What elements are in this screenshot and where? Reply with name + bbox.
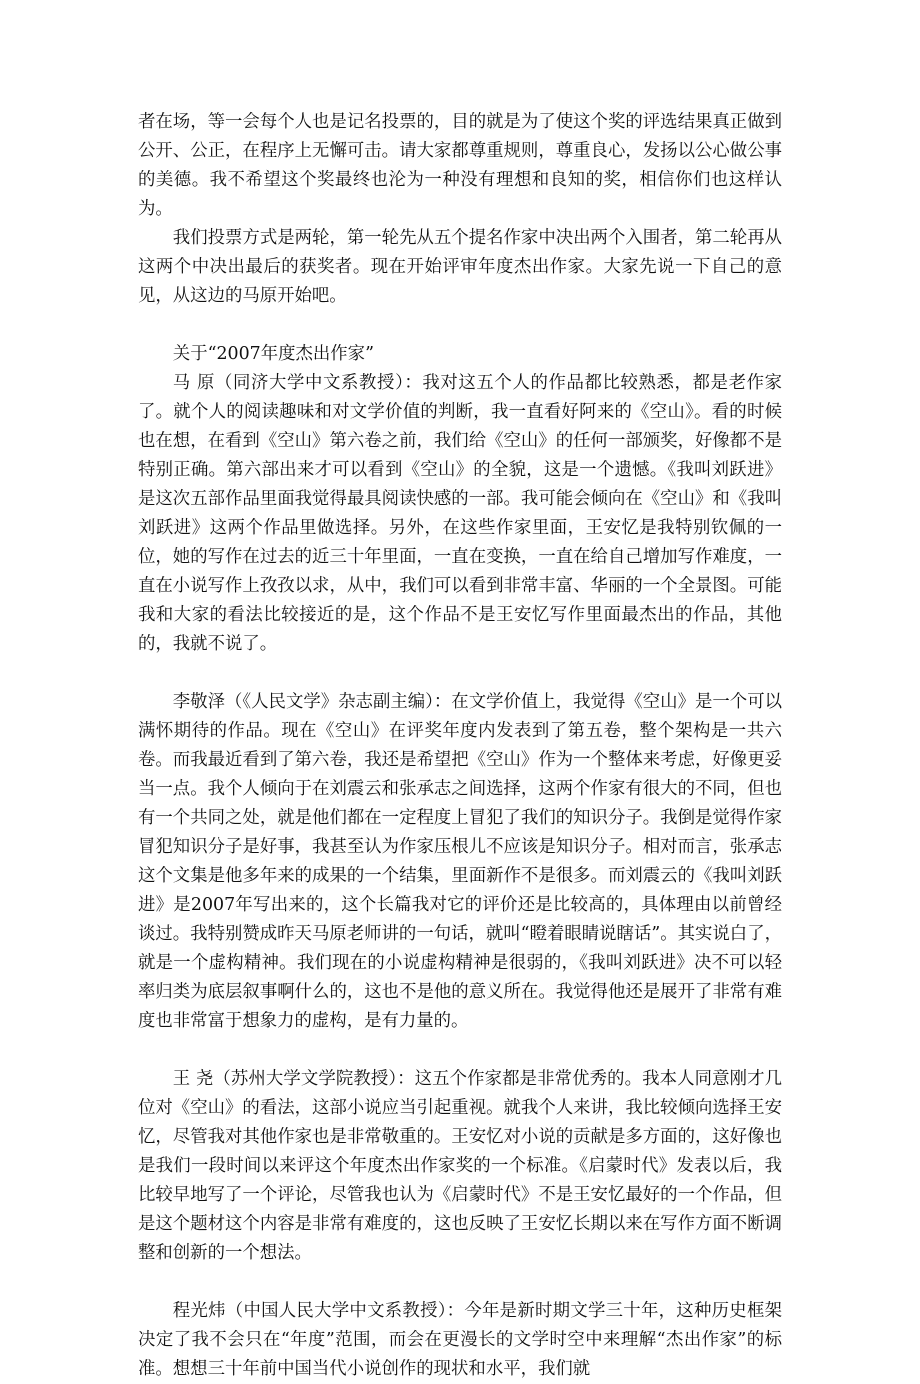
speech-li-jingze: 李敬泽（《人民文学》杂志副主编）：在文学价值上，我觉得《空山》是一个可以满怀期待的作品。现在《空山》在评奖年度内发表到了第五卷，整个架构是一共六卷。而我最近看到了第六卷，我还是希望把《空山》作为一个整体来考虑，好像更妥当一点。我个人倾向于在刘震云和张承志之间选择，这两个作家有很大的不同，但也有一个共同之处，就是他们都在一定程度上冒犯了我们的知识分子。我倒是觉得作家冒犯知识分子是好事，我甚至认为作家压根儿不应该是知识分子。相对而言，张承志这个文集是他多年来的成果的一个结集，里面新作不是很多。而刘震云的《我叫刘跃进》是2007年写出来的，这个长篇我对它的评价还是比较高的，具体理由以前曾经谈过。我特别赞成昨天马原老师讲的一句话，就叫“瞪着眼睛说瞎话”。其实说白了，就是一个虚构精神。我们现在的小说虚构精神是很弱的，《我叫刘跃进》决不可以轻率归类为底层叙事啊什么的，这也不是他的意义所在。我觉得他还是展开了非常有难度也非常富于想象力的虚构，是有力量的。 xyxy=(138,692,782,1031)
document-page xyxy=(138,108,782,1384)
speech-ma-yuan: 马 原（同济大学中文系教授）：我对这五个人的作品都比较熟悉，都是老作家了。就个人的阅读趣味和对文学价值的判断，我一直看好阿来的《空山》。看的时候也在想，在看到《空山》第六卷之前，我们给《空山》的任何一部颁奖，好像都不是特别正确。第六部出来才可以看到《空山》的全貌，这是一个遗憾。《我叫刘跃进》是这次五部作品里面我觉得最具阅读快感的一部。我可能会倾向在《空山》和《我叫刘跃进》这两个作品里做选择。另外，在这些作家里面，王安忆是我特别钦佩的一位，她的写作在过去的近三十年里面，一直在变换，一直在给自己增加写作难度，一直在小说写作上孜孜以求，从中，我们可以看到非常丰富、华丽的一个全景图。可能我和大家的看法比较接近的是，这个作品不是王安忆写作里面最杰出的作品，其他的，我就不说了。 xyxy=(138,373,782,654)
intro-paragraph-1: 者在场，等一会每个人也是记名投票的，目的就是为了使这个奖的评选结果真正做到公开、公正，在程序上无懈可击。请大家都尊重规则，尊重良心，发扬以公心做公事的美德。我不希望这个奖最终也沦为一种没有理想和良知的奖，相信你们也这样认为。 xyxy=(138,112,782,219)
paragraph-gap xyxy=(138,659,782,688)
speech-cheng-guangwei: 程光炜（中国人民大学中文系教授）：今年是新时期文学三十年，这种历史框架决定了我不会只在“年度”范围，而会在更漫长的文学时空中来理解“杰出作家”的标准。想想三十年前中国当代小说创作的现状和水平，我们就 xyxy=(138,1301,782,1379)
paragraph-gap xyxy=(138,1268,782,1297)
intro-paragraph-2: 我们投票方式是两轮，第一轮先从五个提名作家中决出两个入围者，第二轮再从这两个中决出最后的获奖者。现在开始评审年度杰出作家。大家先说一下自己的意见，从这边的马原开始吧。 xyxy=(138,228,782,306)
paragraph-gap xyxy=(138,1036,782,1065)
speech-wang-yao: 王 尧（苏州大学文学院教授）：这五个作家都是非常优秀的。我本人同意刚才几位对《空山》的看法，这部小说应当引起重视。就我个人来讲，我比较倾向选择王安忆，尽管我对其他作家也是非常敬重的。王安忆对小说的贡献是多方面的，这好像也是我们一段时间以来评这个年度杰出作家奖的一个标准。《启蒙时代》发表以后，我比较早地写了一个评论，尽管我也认为《启蒙时代》不是王安忆最好的一个作品，但是这个题材这个内容是非常有难度的，这也反映了王安忆长期以来在写作方面不断调整和创新的一个想法。 xyxy=(138,1069,782,1263)
section-heading: 关于“2007年度杰出作家” xyxy=(172,344,374,364)
paragraph-gap xyxy=(138,311,782,340)
